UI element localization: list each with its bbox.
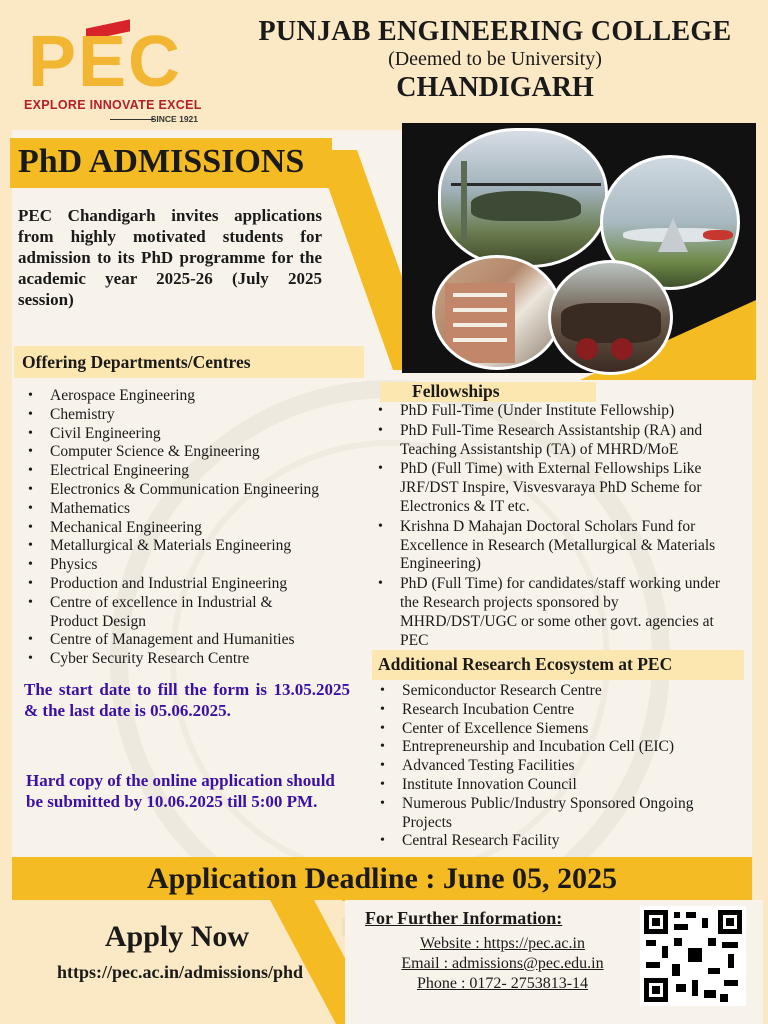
logo-since: SINCE 1921 (150, 114, 198, 124)
department-item: • Production and Industrial Engineering (20, 575, 380, 594)
ecosystem-item: • Entrepreneurship and Incubation Cell (EIC) (372, 738, 752, 757)
email-link[interactable]: Email : admissions@pec.edu.in (401, 955, 604, 972)
website-link[interactable]: Website : https://pec.ac.in (420, 935, 585, 952)
college-subtitle: (Deemed to be University) (388, 48, 602, 70)
page-title: PhD ADMISSIONS (18, 143, 305, 180)
phone-number[interactable]: Phone : 0172- 2753813-14 (416, 975, 589, 992)
department-item: • Metallurgical & Materials Engineering (20, 537, 380, 556)
ecosystem-heading: Additional Research Ecosystem at PEC (378, 654, 673, 674)
fellowship-item: • PhD Full-Time Research Assistantship (RA) and Teaching Assistantship (TA) of MHRD/MoE (370, 422, 762, 460)
logo-tagline: EXPLORE INNOVATE EXCEL (24, 98, 202, 112)
qr-code[interactable] (640, 906, 746, 1006)
ecosystem-item: • Center of Excellence Siemens (372, 720, 752, 739)
ecosystem-item: • Institute Innovation Council (372, 776, 752, 795)
apply-link[interactable]: https://pec.ac.in/admissions/phd (56, 962, 304, 982)
fellowships-list (370, 402, 762, 651)
college-name: PUNJAB ENGINEERING COLLEGE (258, 16, 732, 47)
ecosystem-list (372, 682, 752, 851)
ecosystem-item: • Research Incubation Centre (372, 701, 752, 720)
fellowship-item: • PhD (Full Time) with External Fellowships Like JRF/DST Inspire, Visvesvaraya PhD Scheme for Electronics & IT etc. (370, 460, 715, 516)
locomotive-photo (548, 260, 673, 375)
department-item: • Centre of Management and Humanities (20, 631, 380, 650)
fellowship-item: • Krishna D Mahajan Doctoral Scholars Fund for Excellence in Research (Metallurgical & Materials Engineering) (370, 518, 745, 574)
department-item: • Mathematics (20, 500, 380, 519)
department-item: • Physics (20, 556, 380, 575)
department-item: • Civil Engineering (20, 425, 380, 444)
department-item: • Chemistry (20, 406, 380, 425)
contact-title: For Further Information: (365, 908, 563, 928)
ecosystem-item: • Advanced Testing Facilities (372, 757, 752, 776)
form-dates-notice: The start date to fill the form is 13.05.2025 & the last date is 05.06.2025. (24, 680, 350, 720)
application-deadline: Application Deadline : June 05, 2025 (146, 862, 618, 895)
logo-text: PEC (28, 22, 183, 102)
department-item: • Electronics & Communication Engineering (20, 481, 380, 500)
pec-logo (22, 14, 202, 122)
department-item: • Centre of excellence in Industrial & Product Design (20, 594, 320, 632)
helicopter-photo (438, 128, 608, 268)
departments-heading: Offering Departments/Centres (22, 352, 251, 372)
departments-list (20, 387, 380, 669)
fellowships-heading: Fellowships (412, 381, 500, 401)
department-item: • Cyber Security Research Centre (20, 650, 380, 669)
campus-building-photo (432, 255, 562, 370)
logo-divider (110, 119, 154, 120)
college-city: CHANDIGARH (396, 72, 594, 103)
department-item: • Mechanical Engineering (20, 519, 380, 538)
ecosystem-item: • Semiconductor Research Centre (372, 682, 752, 701)
department-item: • Computer Science & Engineering (20, 443, 380, 462)
fellowship-item: • PhD Full-Time (Under Institute Fellowship) (370, 402, 762, 421)
fellowship-item: • PhD (Full Time) for candidates/staff working under the Research projects sponsored by MHRD/DST/UGC or some other govt. agencies at PEC (370, 575, 720, 650)
department-item: • Electrical Engineering (20, 462, 380, 481)
ecosystem-item: • Numerous Public/Industry Sponsored Ongoing Projects (372, 795, 702, 833)
hardcopy-notice: Hard copy of the online application should be submitted by 10.06.2025 till 5:00 PM. (26, 771, 335, 811)
department-item: • Aerospace Engineering (20, 387, 380, 406)
ecosystem-item: • Central Research Facility (372, 832, 752, 851)
intro-paragraph: PEC Chandigarh invites applications from highly motivated students for admission to its PhD programme for the academic year 2025-26 (July 2025 session) (18, 206, 322, 309)
apply-now-heading: Apply Now (104, 920, 250, 953)
